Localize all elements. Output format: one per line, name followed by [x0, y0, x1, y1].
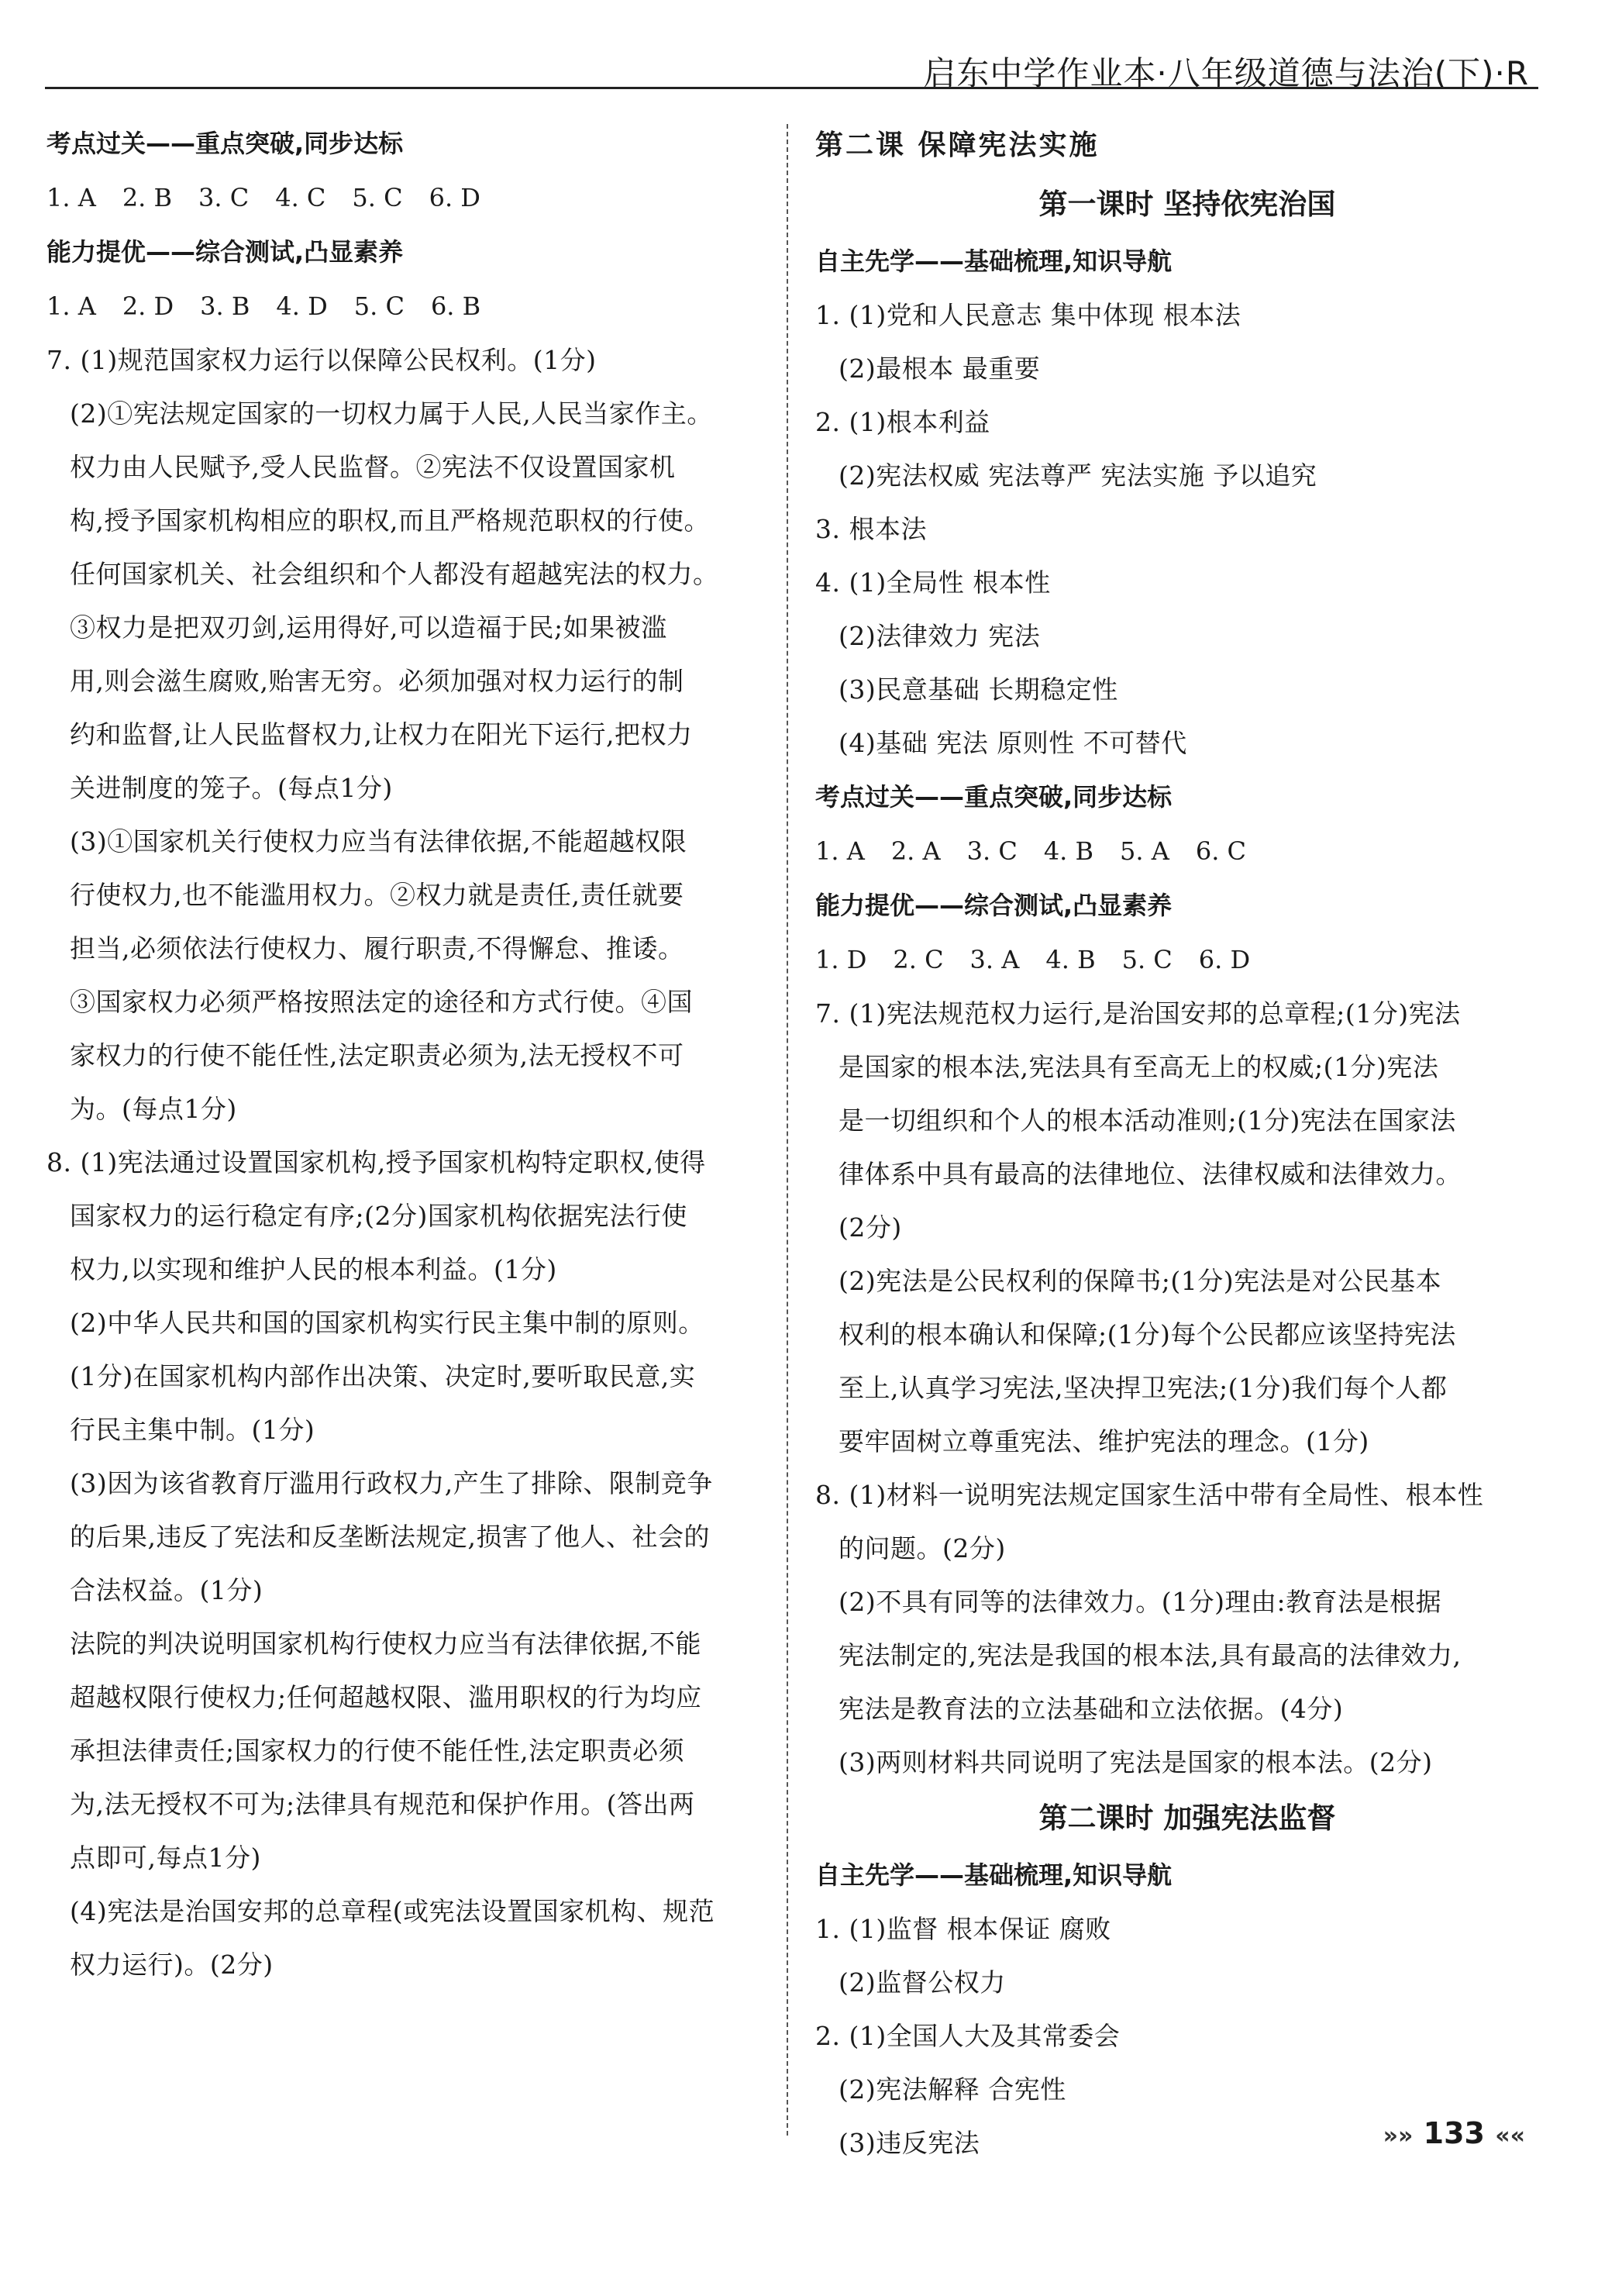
answer-line: 合法权益。(1分): [70, 1575, 263, 1605]
right-column: [815, 116, 1559, 2170]
answer-item: 1. A: [815, 836, 865, 866]
answer-line: (2)监督公权力: [839, 1967, 1006, 1998]
answer-row: [815, 933, 1559, 987]
question-answer-line: 3. 根本法: [815, 514, 927, 544]
section-heading: 考点过关——重点突破,同步达标: [815, 782, 1173, 812]
answer-line: 法院的判决说明国家机构行使权力应当有法律依据,不能: [70, 1629, 701, 1659]
answer-line: 关进制度的笼子。(每点1分): [70, 773, 393, 803]
period-title: 第二课时 加强宪法监督: [1038, 1801, 1336, 1835]
page-number: [1383, 2116, 1525, 2150]
answer-item: 2. B: [122, 183, 173, 212]
answer-item: 5. C: [353, 291, 405, 321]
answer-line: (4)基础 宪法 原则性 不可替代: [839, 728, 1187, 758]
section-heading: 考点过关——重点突破,同步达标: [46, 129, 404, 158]
answer-line: (2分): [839, 1212, 902, 1243]
answer-line: (3)两则材料共同说明了宪法是国家的根本法。(2分): [839, 1747, 1433, 1777]
answer-line: 至上,认真学习宪法,坚决捍卫宪法;(1分)我们每个人都: [839, 1373, 1448, 1403]
answer-line: (3)①国家机关行使权力应当有法律依据,不能超越权限: [70, 826, 687, 857]
answer-line: ③国家权力必须严格按照法定的途径和方式行使。④国: [70, 987, 693, 1017]
answer-text-block: [815, 987, 1559, 1789]
answer-line: 是国家的根本法,宪法具有至高无上的权威;(1分)宪法: [839, 1052, 1439, 1082]
question-answer-line: 2. (1)全国人大及其常委会: [815, 2021, 1121, 2051]
answer-line: 宪法是教育法的立法基础和立法依据。(4分): [839, 1694, 1344, 1724]
answer-item: 6. D: [429, 183, 480, 212]
double-chevron-right-icon: »»: [1383, 2122, 1414, 2149]
answer-line: 权利的根本确认和保障;(1分)每个公民都应该坚持宪法: [839, 1319, 1456, 1350]
answer-line: (1分)在国家机构内部作出决策、决定时,要听取民意,实: [70, 1361, 696, 1391]
left-column: [46, 116, 759, 1991]
answer-line: 律体系中具有最高的法律地位、法律权威和法律效力。: [839, 1159, 1462, 1189]
answer-line: (2)法律效力 宪法: [839, 621, 1041, 651]
answer-item: 3. A: [969, 945, 1020, 974]
answer-row: [815, 824, 1559, 878]
page-number-text: 133: [1423, 2116, 1485, 2150]
answer-line: 的后果,违反了宪法和反垄断法规定,损害了他人、社会的: [70, 1522, 710, 1552]
answer-line: ③权力是把双刃剑,运用得好,可以造福于民;如果被滥: [70, 612, 667, 643]
answer-line: 家权力的行使不能任性,法定职责必须为,法无授权不可: [70, 1040, 684, 1070]
question-answer-line: 4. (1)全局性 根本性: [815, 567, 1051, 598]
answer-line: (3)民意基础 长期稳定性: [839, 674, 1118, 705]
answer-line: (2)宪法解释 合宪性: [839, 2074, 1066, 2105]
answer-line: 权力由人民赋予,受人民监督。②宪法不仅设置国家机: [70, 452, 676, 482]
question-answer-line: 7. (1)规范国家权力运行以保障公民权利。(1分): [46, 345, 597, 375]
question-answer-line: 8. (1)材料一说明宪法规定国家生活中带有全局性、根本性: [815, 1480, 1484, 1510]
section-heading: 自主先学——基础梳理,知识导航: [815, 246, 1173, 276]
answer-item: 4. C: [275, 183, 326, 212]
answer-line: (2)中华人民共和国的国家机构实行民主集中制的原则。: [70, 1308, 704, 1338]
answer-line: 承担法律责任;国家权力的行使不能任性,法定职责必须: [70, 1736, 685, 1766]
answer-item: 2. A: [890, 836, 941, 866]
answer-item: 1. A: [46, 183, 96, 212]
answer-line: 约和监督,让人民监督权力,让权力在阳光下运行,把权力: [70, 719, 693, 750]
question-answer-line: 1. (1)监督 根本保证 腐败: [815, 1914, 1111, 1944]
answer-line: 为,法无授权不可为;法律具有规范和保护作用。(答出两: [70, 1789, 695, 1819]
answer-item: 6. C: [1195, 836, 1247, 866]
answer-line: 超越权限行使权力;任何超越权限、滥用职权的行为均应: [70, 1682, 702, 1712]
answer-line: (3)违反宪法: [839, 2128, 980, 2158]
column-divider: [787, 124, 788, 2136]
question-answer-line: 2. (1)根本利益: [815, 407, 990, 437]
answer-row: [46, 171, 759, 225]
period-title: 第一课时 坚持依宪治国: [1038, 188, 1336, 221]
answer-item: 2. D: [122, 291, 174, 321]
answer-item: 4. B: [1043, 836, 1094, 866]
answer-item: 2. C: [893, 945, 944, 974]
answer-item: 5. C: [1121, 945, 1173, 974]
answer-line: 任何国家机关、社会组织和个人都没有超越宪法的权力。: [70, 559, 719, 589]
answer-line: 点即可,每点1分): [70, 1843, 261, 1873]
answer-line: 要牢固树立尊重宪法、维护宪法的理念。(1分): [839, 1426, 1369, 1457]
answer-row: [46, 279, 759, 333]
answer-item: 3. C: [198, 183, 250, 212]
question-answer-line: 8. (1)宪法通过设置国家机构,授予国家机构特定职权,使得: [46, 1147, 706, 1177]
answer-item: 6. D: [1198, 945, 1251, 974]
answer-text-block: [815, 288, 1559, 770]
answer-item: 4. D: [276, 291, 328, 321]
section-heading: 能力提优——综合测试,凸显素养: [815, 891, 1173, 920]
answer-line: (2)宪法权威 宪法尊严 宪法实施 予以追究: [839, 460, 1317, 491]
question-answer-line: 7. (1)宪法规范权力运行,是治国安邦的总章程;(1分)宪法: [815, 998, 1461, 1029]
answer-line: 构,授予国家机构相应的职权,而且严格规范职权的行使。: [70, 505, 710, 536]
answer-line: (2)最根本 最重要: [839, 353, 1041, 384]
answer-line: 为。(每点1分): [70, 1094, 237, 1124]
answer-line: 行使权力,也不能滥用权力。②权力就是责任,责任就要: [70, 880, 684, 910]
answer-line: 行民主集中制。(1分): [70, 1415, 315, 1445]
answer-line: 权力运行)。(2分): [70, 1950, 274, 1980]
answer-item: 1. D: [815, 945, 867, 974]
answer-line: (2)①宪法规定国家的一切权力属于人民,人民当家作主。: [70, 398, 713, 429]
answer-item: 5. C: [352, 183, 403, 212]
book-title: 启东中学作业本·八年级道德与法治(下)·R: [923, 54, 1529, 92]
double-chevron-left-icon: ««: [1495, 2122, 1525, 2149]
answer-item: 1. A: [46, 291, 96, 321]
answer-line: (3)因为该省教育厅滥用行政权力,产生了排除、限制竞争: [70, 1468, 713, 1498]
header-rule: [45, 87, 1538, 89]
answer-line: (4)宪法是治国安邦的总章程(或宪法设置国家机构、规范: [70, 1896, 715, 1926]
answer-line: 用,则会滋生腐败,贻害无穷。必须加强对权力运行的制: [70, 666, 684, 696]
answer-line: 是一切组织和个人的根本活动准则;(1分)宪法在国家法: [839, 1105, 1456, 1136]
answer-text-block: [46, 333, 759, 1991]
page-header: [0, 31, 1622, 93]
answer-item: 3. C: [966, 836, 1018, 866]
answer-item: 3. B: [200, 291, 250, 321]
answer-line: (2)不具有同等的法律效力。(1分)理由:教育法是根据: [839, 1587, 1442, 1617]
answer-item: 6. B: [430, 291, 481, 321]
lesson-title: 第二课 保障宪法实施: [815, 129, 1100, 161]
answer-item: 5. A: [1120, 836, 1169, 866]
section-heading: 能力提优——综合测试,凸显素养: [46, 237, 404, 267]
answer-line: 宪法制定的,宪法是我国的根本法,具有最高的法律效力,: [839, 1640, 1462, 1670]
answer-line: 担当,必须依法行使权力、履行职责,不得懈怠、推诿。: [70, 933, 684, 964]
answer-line: 的问题。(2分): [839, 1533, 1006, 1563]
answer-line: 权力,以实现和维护人民的根本利益。(1分): [70, 1254, 557, 1284]
answer-item: 4. B: [1045, 945, 1096, 974]
answer-line: (2)宪法是公民权利的保障书;(1分)宪法是对公民基本: [839, 1266, 1442, 1296]
question-answer-line: 1. (1)党和人民意志 集中体现 根本法: [815, 300, 1241, 330]
answer-line: 国家权力的运行稳定有序;(2分)国家机构依据宪法行使: [70, 1201, 687, 1231]
section-heading: 自主先学——基础梳理,知识导航: [815, 1860, 1173, 1890]
